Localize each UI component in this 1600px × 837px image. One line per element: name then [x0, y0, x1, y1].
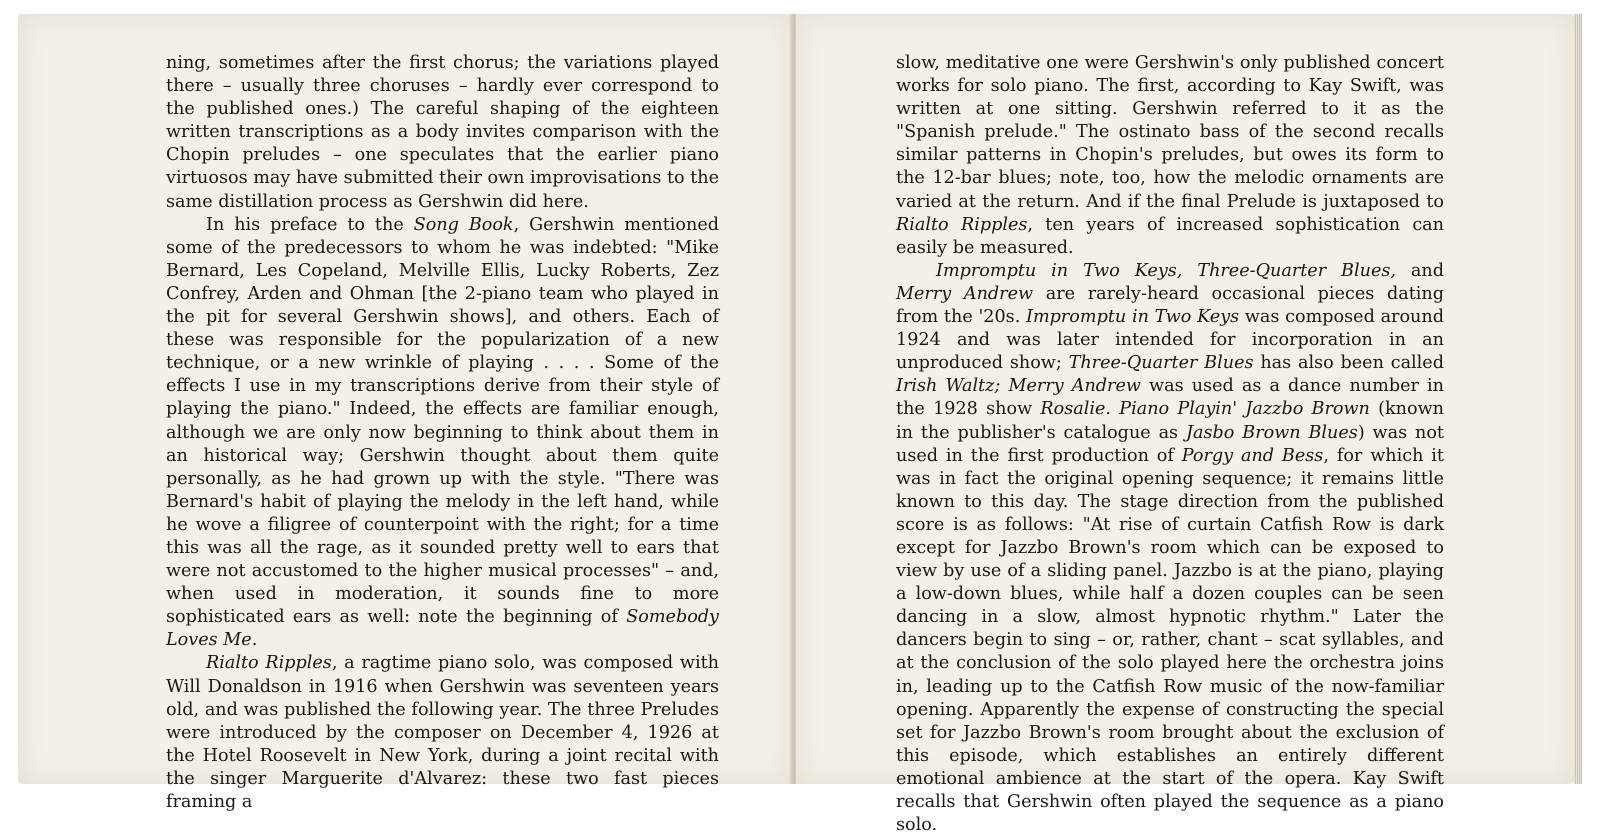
paragraph — [166, 214, 719, 653]
italic-title: Song Book — [413, 214, 514, 235]
paragraph — [896, 260, 1444, 837]
italic-title: Somebody Loves Me — [166, 607, 719, 651]
text-run: ning, sometimes after the first chorus; the variations played there – usually three choruses – hardly ever correspond to the published ones.) The careful shaping of the eighteen written transcriptions as a body invites comparison with the Chopin preludes – one speculates that the earlier piano virtuosos may have submitted their own improvisations to the same distillation process as Gershwin did here. — [166, 53, 720, 212]
page-edges — [1574, 14, 1582, 784]
text-run: , a ragtime piano solo, was composed with Will Donaldson in 1916 when Gershwin was seventeen years old, and was published the following year. The three Preludes were introduced by the composer on December 4, 1926 at the Hotel Roosevelt in New York, during a joint recital with the singer Marguerite d'Alvarez: these two fast pieces framing a — [166, 653, 719, 812]
text-run: was composed around 1924 and was later intended for incorporation in an unproduced show; — [896, 307, 1444, 374]
paragraph — [166, 652, 719, 814]
italic-title: Irish Waltz; Merry Andrew — [896, 376, 1141, 397]
text-run: . — [251, 630, 258, 651]
text-run: slow, meditative one were Gershwin's only published concert works for solo piano. The first, according to Kay Swift, was written at one sitting. Gershwin referred to it as the "Spanish prelude." The ostinato bass of the second recalls similar patterns in Chopin's preludes, but owes its form to the 12-bar blues; note, too, how the melodic ornaments are varied at the return. And if the final Prelude is juxtaposed to — [896, 53, 1444, 212]
text-run: , Gershwin mentioned some of the predecessors to whom he was indebted: "Mike Bernard, Les Copeland, Melville Ellis, Lucky Roberts, Zez Confrey, Arden and Ohman [the 2-piano team who played in the pit for several Gershwin shows], and others. Each of these was responsible for the popularization of a new technique, or a new wrinkle of playing . . . . Some of the effects I use in my transcriptions derive from their style of playing the piano." Indeed, the effects are familiar enough, although we are only now beginning to think about them in an historical way; Gershwin thought about them quite personally, as he had grown up with the style. "There was Bernard's habit of playing the melody in the left hand, while he wove a filigree of counterpoint with the right; for a time this was all the rage, as it sounded pretty well to ears that were not accustomed to the higher musical processes" – and, when used in moderation, it sounds fine to more sophisticated ears as well: note the beginning of — [166, 214, 720, 628]
text-run: In his preface to the — [206, 214, 414, 235]
italic-title: Merry Andrew — [896, 283, 1034, 304]
text-run: has also been called — [1253, 353, 1444, 374]
text-run: (known in the publisher's catalogue as — [896, 399, 1444, 443]
text-run: and — [1395, 260, 1444, 281]
italic-title: Impromptu in Two Keys, Three-Quarter Blues, — [936, 260, 1396, 281]
italic-title: Rosalie. Piano Playin' Jazzbo Brown — [1040, 399, 1370, 420]
paragraph — [896, 52, 1444, 260]
italic-title: Jasbo Brown Blues — [1185, 422, 1358, 443]
italic-title: Three-Quarter Blues — [1068, 353, 1254, 374]
text-run: are rarely-heard occasional pieces dating from the '20s. — [896, 283, 1444, 328]
italic-title: Rialto Ripples — [896, 214, 1028, 235]
text-run: was used as a dance number in the 1928 show — [896, 376, 1444, 420]
text-run: , ten years of increased sophistication can easily be measured. — [896, 214, 1444, 258]
right-page-text — [896, 52, 1444, 837]
italic-title: Impromptu in Two Keys — [1026, 307, 1240, 328]
italic-title: Porgy and Bess — [1181, 445, 1324, 466]
right-page — [796, 14, 1574, 836]
text-run: ) was not used in the first production of — [896, 422, 1445, 466]
italic-title: Rialto Ripples — [206, 653, 332, 674]
paragraph — [166, 52, 719, 214]
left-page-text — [166, 52, 719, 814]
text-run: , for which it was in fact the original opening sequence; it remains little known to this day. The stage direction from the published score is as follows: "At rise of curtain Catfish Row is dark except for Jazzbo Brown's room which can be exposed to view by use of a sliding panel. Jazzbo is at the piano, playing a low-down blues, while half a dozen couples can be seen dancing in a slow, almost hypnotic rhythm." Later the dancers begin to sing – or, rather, chant – scat syllables, and at the conclusion of the solo played here the orchestra joins in, leading up to the Catfish Row music of the now-familiar opening. Apparently the expense of constructing the special set for Jazzbo Brown's room brought about the exclusion of this episode, which establishes an entirely different emotional ambience at the start of the opera. Kay Swift recalls that Gershwin often played the sequence as a piano solo. — [896, 445, 1444, 836]
left-page — [18, 14, 792, 812]
